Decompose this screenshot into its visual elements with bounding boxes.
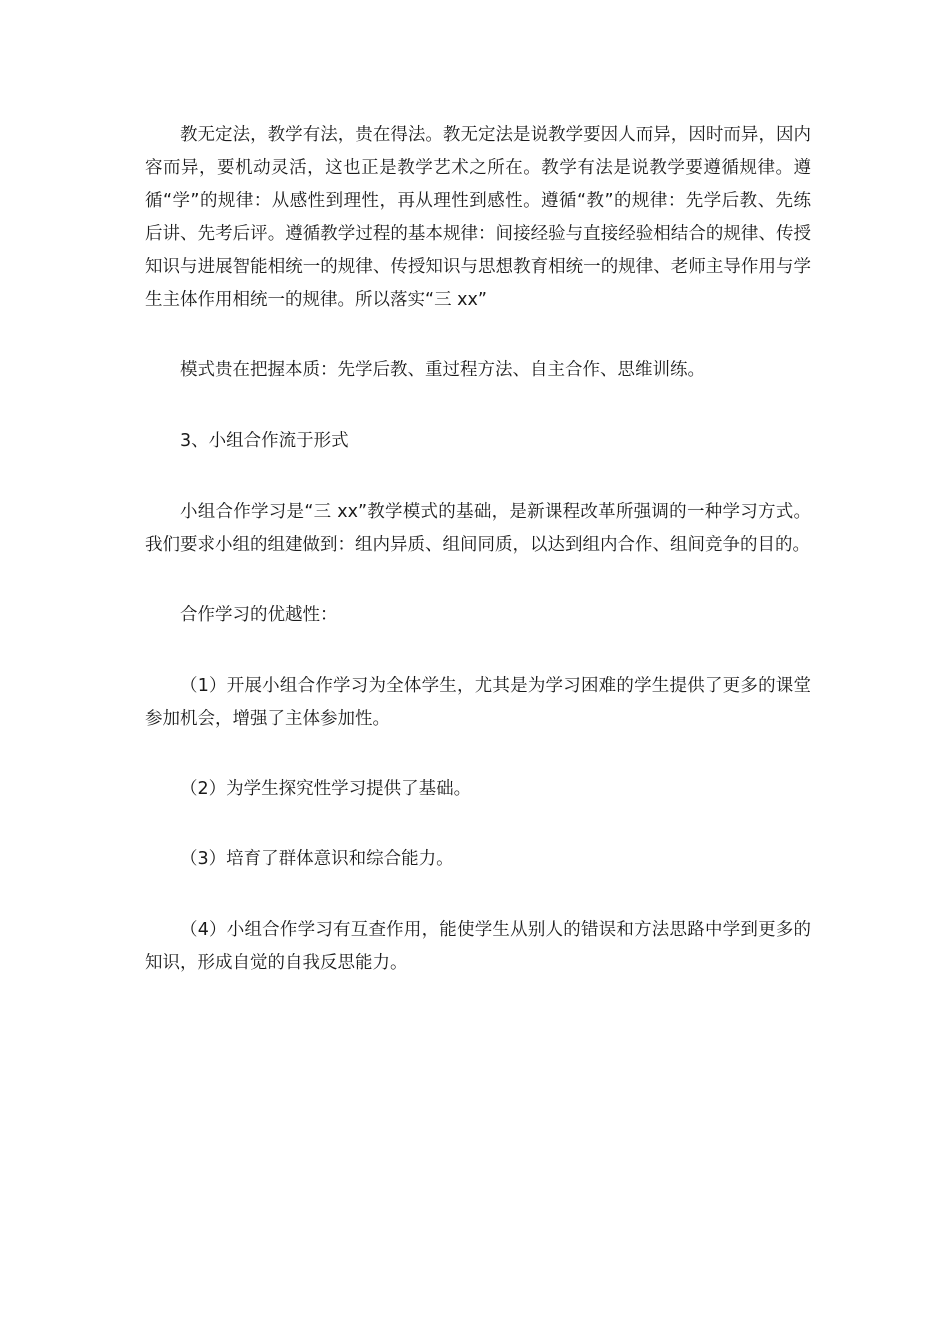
list-item-advantage-3: （3）培育了群体意识和综合能力。 bbox=[180, 849, 454, 869]
document-body bbox=[145, 119, 811, 980]
list-item-advantage-4: （4）小组合作学习有互查作用，能使学生从别人的错误和方法思路中学到更多的知识，形成自觉的自我反思能力。 bbox=[145, 920, 811, 973]
list-item-advantage-1: （1）开展小组合作学习为全体学生，尤其是为学习困难的学生提供了更多的课堂参加机会，增强了主体参加性。 bbox=[145, 676, 811, 729]
paragraph-mode-essence: 模式贵在把握本质：先学后教、重过程方法、自主合作、思维训练。 bbox=[180, 360, 705, 380]
list-item-advantage-2: （2）为学生探究性学习提供了基础。 bbox=[180, 779, 472, 799]
paragraph-advantages-intro: 合作学习的优越性： bbox=[180, 605, 338, 625]
paragraph-teaching-method: 教无定法，教学有法，贵在得法。教无定法是说教学要因人而异，因时而异，因内容而异，要机动灵活，这也正是教学艺术之所在。教学有法是说教学要遵循规律。遵循“学”的规律：从感性到理性，再从理性到感性。遵循“教”的规律：先学后教、先练后讲、先考后评。遵循教学过程的基本规律：间接经验与直接经验相结合的规律、传授知识与进展智能相统一的规律、传授知识与思想教育相统一的规律、老师主导作用与学生主体作用相统一的规律。所以落实“三 xx” bbox=[145, 125, 811, 310]
section-heading-group-cooperation: 3、小组合作流于形式 bbox=[180, 431, 349, 451]
paragraph-group-learning: 小组合作学习是“三 xx”教学模式的基础，是新课程改革所强调的一种学习方式。我们要求小组的组建做到：组内异质、组间同质，以达到组内合作、组间竞争的目的。 bbox=[145, 502, 811, 555]
